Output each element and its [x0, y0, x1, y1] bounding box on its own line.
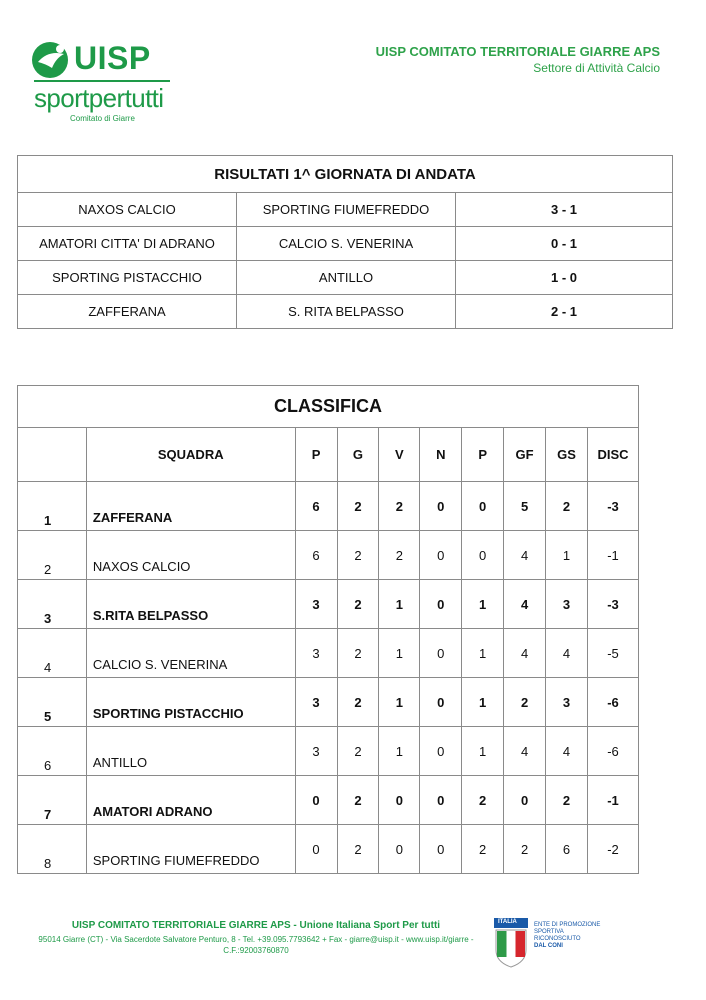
match-score: 2 - 1	[456, 295, 673, 329]
uisp-runner-icon	[30, 40, 74, 80]
coni-text-line: SPORTIVA	[534, 929, 564, 935]
results-title: RISULTATI 1^ GIORNATA DI ANDATA	[18, 156, 673, 193]
stat-goals-against: 1	[546, 531, 588, 580]
coni-text	[534, 922, 600, 950]
coni-text-line: RICONOSCIUTO	[534, 936, 581, 942]
header-lost: P	[462, 428, 504, 482]
team-position: 2	[18, 531, 87, 580]
stat-played: 2	[337, 727, 379, 776]
organization-name: UISP COMITATO TERRITORIALE GIARRE APS	[375, 44, 660, 59]
stat-won: 2	[379, 531, 420, 580]
stat-goals-for: 4	[504, 531, 546, 580]
results-table	[17, 155, 673, 329]
team-name: ANTILLO	[86, 727, 295, 776]
stat-played: 2	[337, 678, 379, 727]
stat-goals-against: 4	[546, 727, 588, 776]
stat-played: 2	[337, 482, 379, 531]
standings-table	[17, 385, 639, 874]
uisp-logo	[30, 40, 180, 125]
header-played: G	[337, 428, 379, 482]
standings-row	[18, 727, 639, 776]
match-row	[18, 227, 673, 261]
standings-row	[18, 629, 639, 678]
coni-flag-label: ITALIA	[498, 919, 517, 925]
standings-title: CLASSIFICA	[18, 386, 639, 428]
stat-goals-for: 2	[504, 825, 546, 874]
stat-played: 2	[337, 531, 379, 580]
match-row	[18, 193, 673, 227]
stat-won: 0	[379, 825, 420, 874]
coni-text-line: ENTE DI PROMOZIONE	[534, 922, 601, 928]
coni-shield-icon	[494, 918, 528, 968]
stat-goals-for: 5	[504, 482, 546, 531]
footer	[36, 920, 476, 956]
stat-drawn: 0	[420, 482, 462, 531]
stat-lost: 1	[462, 629, 504, 678]
logo-text-comitato: Comitato di Giarre	[70, 114, 135, 123]
stat-points: 6	[295, 482, 337, 531]
stat-won: 1	[379, 580, 420, 629]
stat-lost: 1	[462, 678, 504, 727]
stat-discipline: -6	[587, 678, 638, 727]
coni-badge	[494, 918, 624, 970]
stat-goals-against: 3	[546, 678, 588, 727]
stat-points: 3	[295, 629, 337, 678]
stat-goals-for: 0	[504, 776, 546, 825]
away-team: S. RITA BELPASSO	[237, 295, 456, 329]
team-name: CALCIO S. VENERINA	[86, 629, 295, 678]
match-score: 0 - 1	[456, 227, 673, 261]
stat-lost: 2	[462, 825, 504, 874]
home-team: AMATORI CITTA' DI ADRANO	[18, 227, 237, 261]
stat-lost: 1	[462, 727, 504, 776]
stat-played: 2	[337, 825, 379, 874]
stat-goals-against: 4	[546, 629, 588, 678]
header-discipline: DISC	[587, 428, 638, 482]
stat-discipline: -3	[587, 482, 638, 531]
team-name: SPORTING FIUMEFREDDO	[86, 825, 295, 874]
header-drawn: N	[420, 428, 462, 482]
standings-row	[18, 825, 639, 874]
stat-drawn: 0	[420, 776, 462, 825]
team-name: NAXOS CALCIO	[86, 531, 295, 580]
stat-played: 2	[337, 629, 379, 678]
stat-played: 2	[337, 776, 379, 825]
team-position: 3	[18, 580, 87, 629]
away-team: ANTILLO	[237, 261, 456, 295]
standings-row	[18, 580, 639, 629]
stat-goals-against: 2	[546, 482, 588, 531]
team-position: 1	[18, 482, 87, 531]
header-points: P	[295, 428, 337, 482]
stat-goals-against: 6	[546, 825, 588, 874]
stat-discipline: -1	[587, 531, 638, 580]
coni-text-line: DAL CONI	[534, 943, 563, 949]
team-position: 4	[18, 629, 87, 678]
team-position: 6	[18, 727, 87, 776]
stat-goals-for: 4	[504, 580, 546, 629]
stat-goals-for: 2	[504, 678, 546, 727]
stat-won: 2	[379, 482, 420, 531]
standings-row	[18, 482, 639, 531]
stat-drawn: 0	[420, 629, 462, 678]
stat-drawn: 0	[420, 825, 462, 874]
team-position: 7	[18, 776, 87, 825]
stat-drawn: 0	[420, 727, 462, 776]
away-team: SPORTING FIUMEFREDDO	[237, 193, 456, 227]
stat-points: 3	[295, 580, 337, 629]
stat-discipline: -5	[587, 629, 638, 678]
logo-divider	[34, 80, 170, 82]
stat-won: 1	[379, 727, 420, 776]
team-name: SPORTING PISTACCHIO	[86, 678, 295, 727]
team-position: 8	[18, 825, 87, 874]
stat-lost: 2	[462, 776, 504, 825]
stat-points: 0	[295, 776, 337, 825]
team-position: 5	[18, 678, 87, 727]
header-team: SQUADRA	[86, 428, 295, 482]
standings-header-row	[18, 428, 639, 482]
stat-goals-for: 4	[504, 629, 546, 678]
home-team: ZAFFERANA	[18, 295, 237, 329]
team-name: ZAFFERANA	[86, 482, 295, 531]
header-position	[18, 428, 87, 482]
stat-drawn: 0	[420, 580, 462, 629]
match-row	[18, 295, 673, 329]
footer-address: 95014 Giarre (CT) - Via Sacerdote Salvatore Penturo, 8 - Tel. +39.095.7793642 + Fax - giarre@uisp.it - www.uisp.it/giarre - C.F.:92003760870	[38, 935, 474, 955]
match-row	[18, 261, 673, 295]
stat-drawn: 0	[420, 531, 462, 580]
stat-points: 0	[295, 825, 337, 874]
stat-lost: 0	[462, 531, 504, 580]
team-name: AMATORI ADRANO	[86, 776, 295, 825]
footer-title: UISP COMITATO TERRITORIALE GIARRE APS - Unione Italiana Sport Per tutti	[71, 920, 441, 931]
stat-drawn: 0	[420, 678, 462, 727]
team-name: S.RITA BELPASSO	[86, 580, 295, 629]
stat-goals-against: 2	[546, 776, 588, 825]
organization-section: Settore di Attività Calcio	[533, 61, 660, 75]
logo-text-sportpertutti: sportpertutti	[34, 83, 164, 113]
standings-row	[18, 776, 639, 825]
stat-won: 1	[379, 629, 420, 678]
stat-points: 6	[295, 531, 337, 580]
stat-lost: 1	[462, 580, 504, 629]
standings-row	[18, 531, 639, 580]
stat-played: 2	[337, 580, 379, 629]
header-goals-against: GS	[546, 428, 588, 482]
logo-text-uisp: UISP	[74, 40, 151, 76]
header-won: V	[379, 428, 420, 482]
stat-discipline: -1	[587, 776, 638, 825]
stat-discipline: -2	[587, 825, 638, 874]
stat-won: 0	[379, 776, 420, 825]
stat-points: 3	[295, 678, 337, 727]
home-team: NAXOS CALCIO	[18, 193, 237, 227]
header-goals-for: GF	[504, 428, 546, 482]
header-organization	[376, 44, 660, 75]
stat-points: 3	[295, 727, 337, 776]
stat-won: 1	[379, 678, 420, 727]
standings-row	[18, 678, 639, 727]
match-score: 1 - 0	[456, 261, 673, 295]
home-team: SPORTING PISTACCHIO	[18, 261, 237, 295]
away-team: CALCIO S. VENERINA	[237, 227, 456, 261]
match-score: 3 - 1	[456, 193, 673, 227]
stat-lost: 0	[462, 482, 504, 531]
stat-discipline: -6	[587, 727, 638, 776]
stat-goals-for: 4	[504, 727, 546, 776]
stat-discipline: -3	[587, 580, 638, 629]
stat-goals-against: 3	[546, 580, 588, 629]
